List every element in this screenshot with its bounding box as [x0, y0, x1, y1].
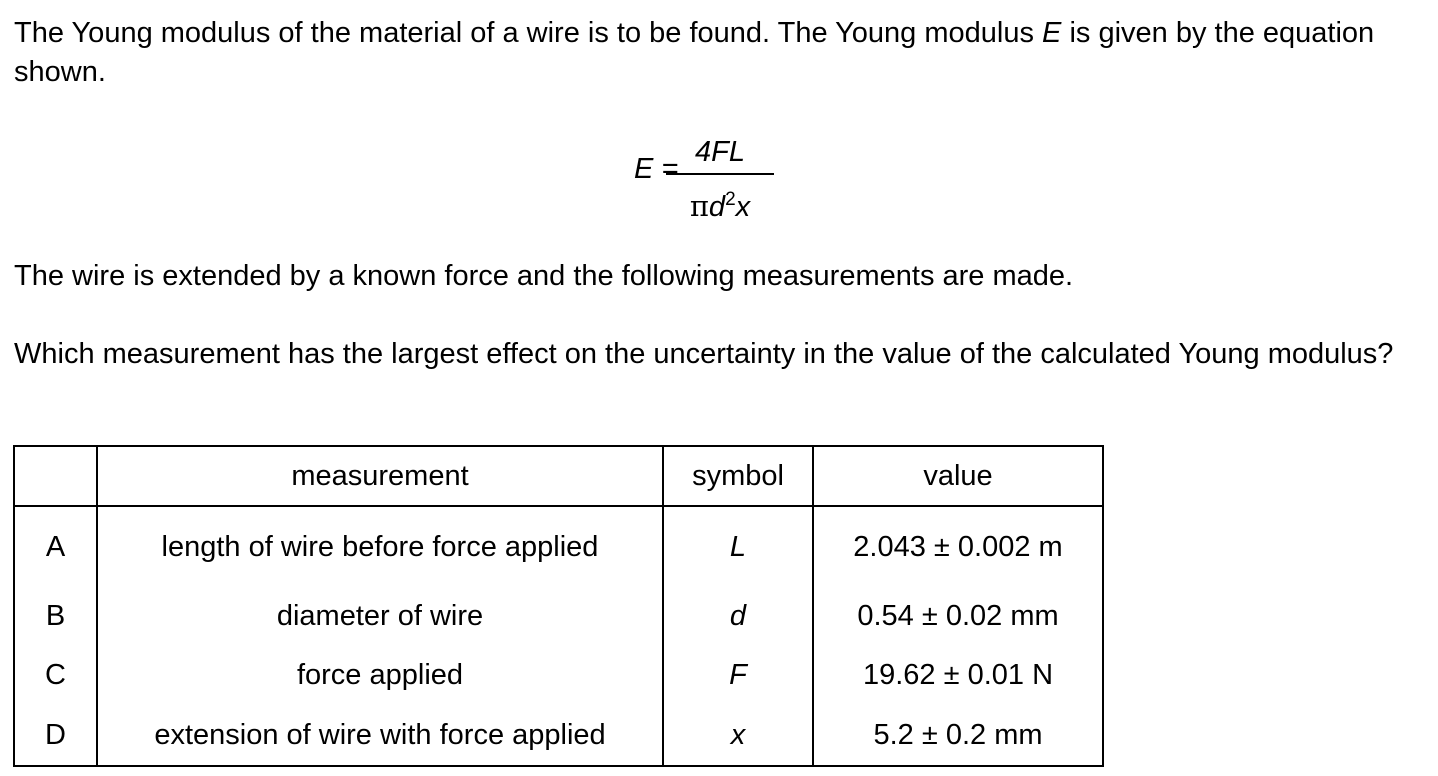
header-value: value	[813, 446, 1103, 506]
table-header-row	[14, 446, 1103, 506]
equation-numerator: 4FL	[695, 136, 745, 168]
option-letter: B	[14, 587, 97, 646]
denominator-exponent: 2	[725, 189, 736, 210]
intro-text-1: The Young modulus of the material of a wire is to be found. The Young modulus	[14, 17, 1043, 49]
option-letter: C	[14, 646, 97, 705]
symbol-cell: d	[663, 587, 813, 646]
question-text: Which measurement has the largest effect on the uncertainty in the value of the calculated Young modulus?	[14, 338, 1394, 370]
symbol-cell: L	[663, 506, 813, 587]
intro-symbol-e: E	[1042, 17, 1062, 49]
measurement-cell: length of wire before force applied	[97, 506, 663, 587]
denominator-x: x	[735, 191, 751, 223]
table-row	[14, 705, 1103, 766]
value-cell: 19.62 ± 0.01 N	[813, 646, 1103, 705]
pi-symbol: π	[689, 189, 709, 223]
table-row	[14, 587, 1103, 646]
value-cell: 0.54 ± 0.02 mm	[813, 587, 1103, 646]
header-option	[14, 446, 97, 506]
table-row	[14, 646, 1103, 705]
equation-lhs: E =	[634, 153, 679, 185]
symbol-cell: F	[663, 646, 813, 705]
option-letter: A	[14, 506, 97, 587]
measurement-cell: force applied	[97, 646, 663, 705]
option-letter: D	[14, 705, 97, 766]
intro-text-2: is given by the equation shown.	[14, 17, 1375, 88]
symbol-cell: x	[663, 705, 813, 766]
measurement-table	[13, 445, 1104, 767]
measurement-intro-text: The wire is extended by a known force and the following measurements are made.	[14, 260, 1074, 292]
table-row	[14, 506, 1103, 587]
denominator-d: d	[708, 191, 726, 223]
measurement-cell: extension of wire with force applied	[97, 705, 663, 766]
header-measurement: measurement	[97, 446, 663, 506]
equation-denominator	[666, 189, 774, 224]
intro-paragraph	[14, 14, 1424, 92]
fraction-bar	[666, 173, 774, 175]
value-cell: 5.2 ± 0.2 mm	[813, 705, 1103, 766]
header-symbol: symbol	[663, 446, 813, 506]
value-cell: 2.043 ± 0.002 m	[813, 506, 1103, 587]
measurement-cell: diameter of wire	[97, 587, 663, 646]
